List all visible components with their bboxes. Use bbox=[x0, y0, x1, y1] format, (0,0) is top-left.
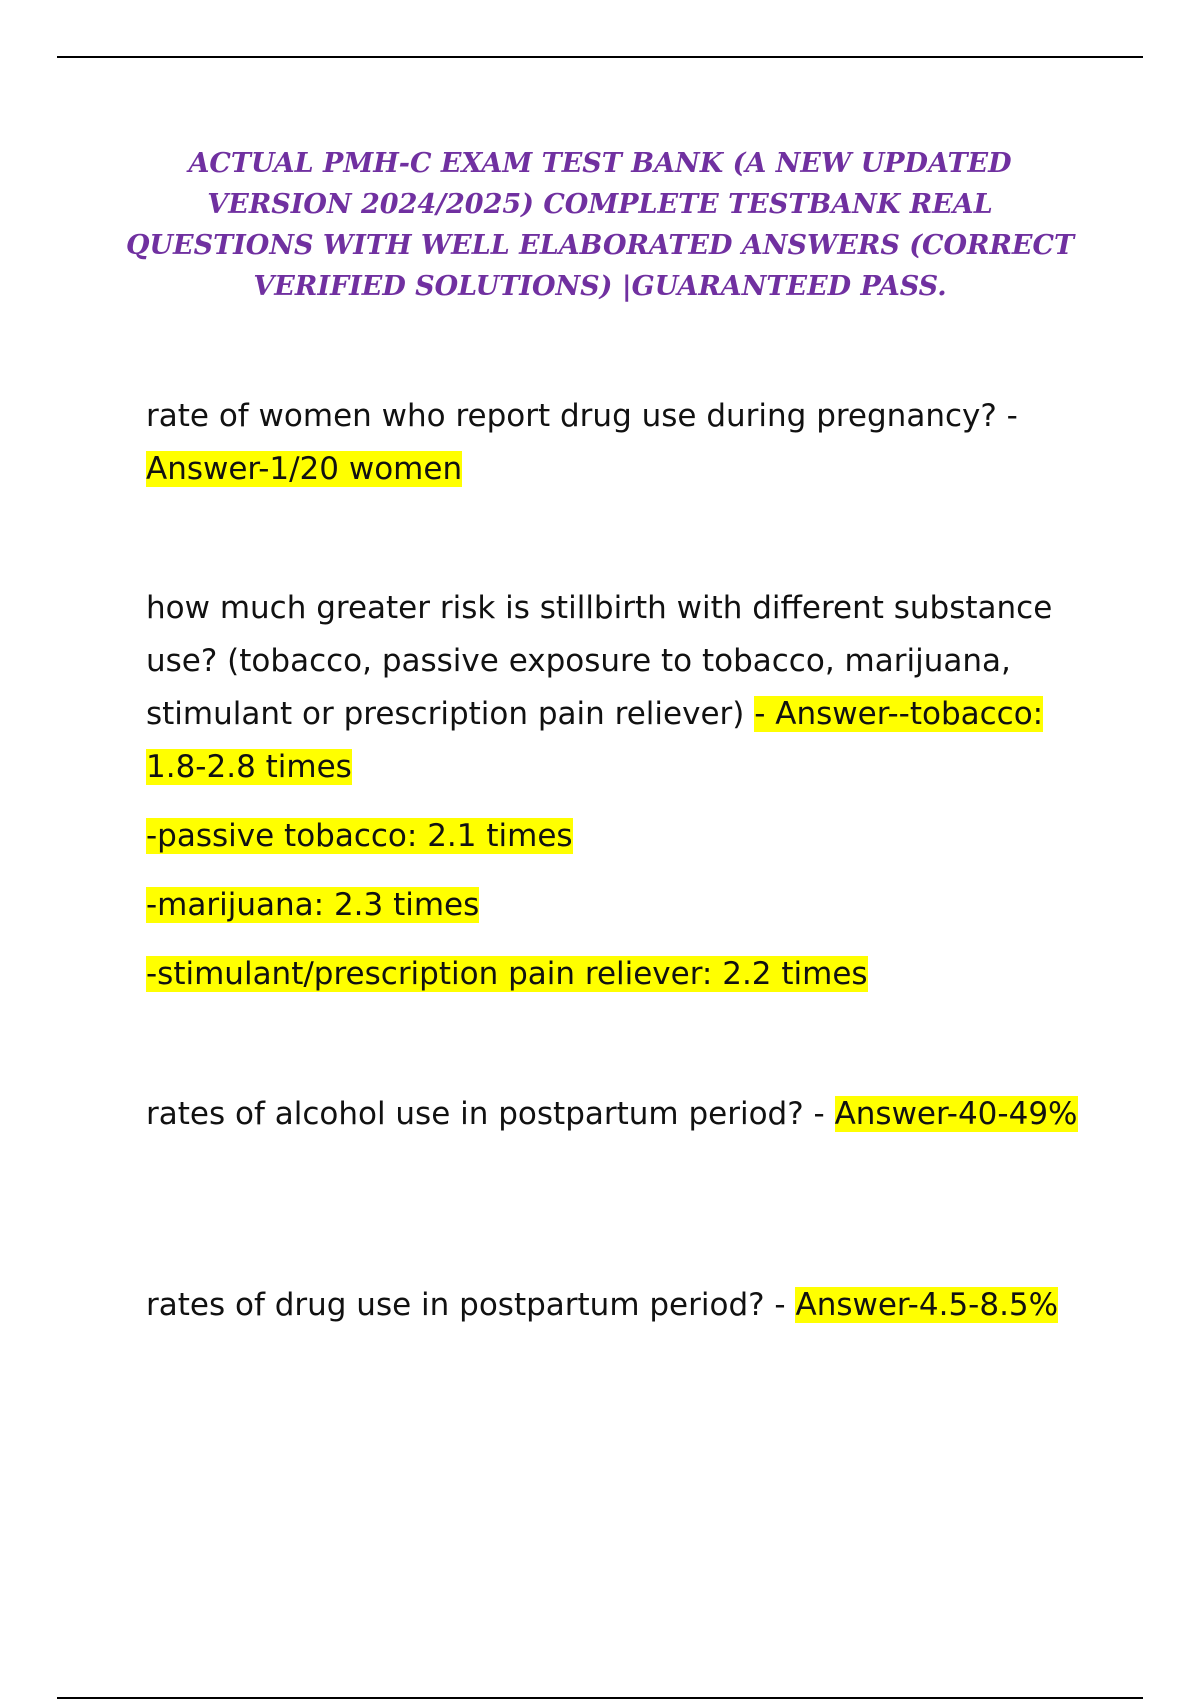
question-text: rates of drug use in postpartum period? - bbox=[146, 1287, 796, 1323]
qa-paragraph bbox=[146, 1279, 1086, 1332]
answer-list-line bbox=[146, 810, 1086, 863]
question-text: how much greater risk is stillbirth with different substance use? (tobacco, passive exposure to tobacco, marijuana, stimulant or prescription pain reliever) bbox=[146, 590, 1053, 732]
qa-paragraph bbox=[146, 390, 1086, 496]
answer-highlight: - Answer--tobacco: 1.8-2.8 times bbox=[146, 696, 1044, 785]
question-text: rate of women who report drug use during pregnancy? - bbox=[146, 398, 1018, 434]
bottom-rule bbox=[57, 1697, 1143, 1699]
document-title: ACTUAL PMH-C EXAM TEST BANK (A NEW UPDATED VERSION 2024/2025) COMPLETE TESTBANK REAL QUESTIONS WITH WELL ELABORATED ANSWERS (CORRECT VERIFIED SOLUTIONS) |GUARANTEED PASS. bbox=[125, 148, 1075, 302]
answer-highlight: Answer-1/20 women bbox=[146, 451, 463, 487]
qa-item-4 bbox=[146, 1279, 1086, 1332]
qa-item-2 bbox=[146, 582, 1086, 1001]
answer-list-line bbox=[146, 948, 1086, 1001]
qa-paragraph bbox=[146, 582, 1086, 794]
qa-paragraph bbox=[146, 1088, 1086, 1141]
qa-item-1 bbox=[146, 390, 1086, 496]
answer-list-line bbox=[146, 879, 1086, 932]
answer-highlight: -passive tobacco: 2.1 times bbox=[146, 818, 573, 854]
answer-highlight: -stimulant/prescription pain reliever: 2.2 times bbox=[146, 956, 868, 992]
top-rule bbox=[57, 56, 1143, 58]
answer-highlight: Answer-40-49% bbox=[834, 1096, 1078, 1132]
answer-highlight: Answer-4.5-8.5% bbox=[795, 1287, 1059, 1323]
answer-highlight: -marijuana: 2.3 times bbox=[146, 887, 480, 923]
question-text: rates of alcohol use in postpartum period? - bbox=[146, 1096, 835, 1132]
qa-item-3 bbox=[146, 1088, 1086, 1141]
